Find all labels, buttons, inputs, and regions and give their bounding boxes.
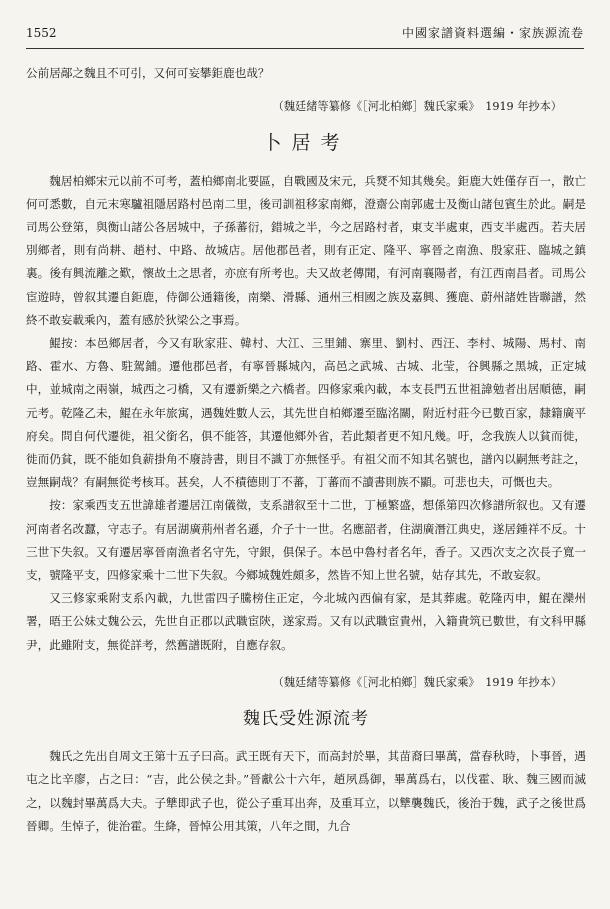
- section-title-bujukao: 卜居考: [262, 132, 350, 155]
- document-body: [26, 62, 586, 838]
- section-title-origins: 魏氏受姓源流考: [243, 709, 369, 730]
- book-title: 中國家譜資料選編・家族源流卷: [401, 26, 584, 40]
- source-citation-1: （魏廷緒等纂修《［河北柏鄉］魏氏家乘》 1919 年抄本）: [272, 100, 562, 114]
- paragraph: 按：家乘西支五世諱雄者遷居江南儀徵，支系譜叙至十二世，丁極繁盛，想係第四次修譜所叙也。又有遷河南者名改蠶，守志子。有居湖廣荊州者名遜，介子十一世。名應韶者，住湖廣潛江典史，遂居鍾祥不反。十三世下失叙。又有遷居寧晉南漁者名守先，守銀，俱保子。本邑中魯村者名年，香子。又西次支之次長子寬一支，號隆平支，四修家乘十二世下失叙。今鄉城魏姓頗多，然皆不知上世名號，姑存其先，不敢妄叙。: [26, 498, 586, 583]
- paragraph: 魏氏之先出自周文王第十五子曰高。武王既有天下，而高封於畢，其苗裔曰畢萬，當春秋時，卜事晉，遇屯之比辛廖，占之曰：“吉，此公侯之卦。”晉獻公十六年，趙夙爲御，畢萬爲右，以伐霍、耿、魏三國而滅之，以魏封畢萬爲大夫。子犨即武子也，從公子重耳出奔，及重耳立，以犨襲魏氏，後治于魏，武子之後世爲晉卿。生悼子，徙治霍。生絳，晉悼公用其策，八年之間，九合: [26, 749, 586, 833]
- opening-line: 公前居鄗之魏且不可引，又何可妄攀鉅鹿也哉？: [26, 66, 270, 80]
- paragraph: 鯤按：本邑鄉居者，今又有耿家莊、韓村、大江、三里鋪、寨里、劉村、西汪、李村、城陽、馬村、南路、霍水、方魯、駐駕鋪。遷他郡邑者，有寧晉縣城內，高邑之武城、古城、北莹，谷興縣之黑城，正定城中，並城南之兩嶺，城西之刁橋，又有遷新樂之六橋者。四修家乘內載，本支長門五世祖諱勉者出居順德，嗣元考。乾隆乙未，鯤在永年旅寓，遇魏姓數人云，其先世自柏鄉遷至臨洺關，附近村莊今已數百家，隸籍廣平府矣。問自何代遷徙，祖父銜名，俱不能答，其遷他鄉外省，若此類者更不知凡幾。吁，念我族人以貧而徙，徙而仍貧，既不能如負薪掛角不廢詩書，則目不識丁亦無怪乎。有祖父而不知其名號也，譜內以嗣無考註之，豈無嗣哉？有嗣無從考核耳。甚矣，人不積德則丁不蕃，丁蕃而不讀書則族不顯。可悲也夫，可慨也夫。: [26, 336, 586, 490]
- source-citation-2: （魏廷緒等纂修《［河北柏鄉］魏氏家乘》 1919 年抄本）: [272, 675, 562, 689]
- paragraph: 又三修家乘附支系內載，九世雷四子騰榜住正定，今北城內西偏有家，是其葬處。乾隆丙申，鯤在灤州署，晤王公妹丈魏公云，先世自正郡以武職宦陝，遂家焉。又有以武職宦貴州，入籍貴筑已數世，有文科甲縣尹，此雖附支，無從詳考，然舊譜既附，自應存叙。: [26, 591, 586, 652]
- paragraph: 魏居柏鄉宋元以前不可考，蓋柏鄉南北要區，自戰國及宋元，兵燹不知其幾矣。鉅鹿大姓僅存百一，散亡何可悉數，自元末寒驢祖隱居路村邑南二里，後司訓祖移家南鄉，澄齋公南郭處士及衡山諸包賓生於此。嗣是司馬公登第，與衡山諸公各居城中，子孫蕃衍，錯城之半，今之居路村者，東支半處東，西支半處西。若夫居別鄉者，則有尚耕、趙村、中路、故城店。居他郡邑者，則有正定、隆平、寧晉之南漁、殷家莊、臨城之鎮裏。後有興流離之歎，懷故土之思者，亦庶有所考也。夫又故老傳聞，有河南襄陽者，有江西南昌者。司馬公宦遊時，曾叙其遷自鉅鹿，侍御公通籍後，南樂、滑縣、通州三相國之族及嘉興、獲鹿、蔚州諸姓皆聯譜，然終不敢妄載乘內，蓋有感於狄梁公之事焉。: [26, 173, 586, 327]
- page-header: [26, 22, 584, 44]
- header-rule: [26, 48, 584, 49]
- page-number: 1552: [26, 26, 57, 40]
